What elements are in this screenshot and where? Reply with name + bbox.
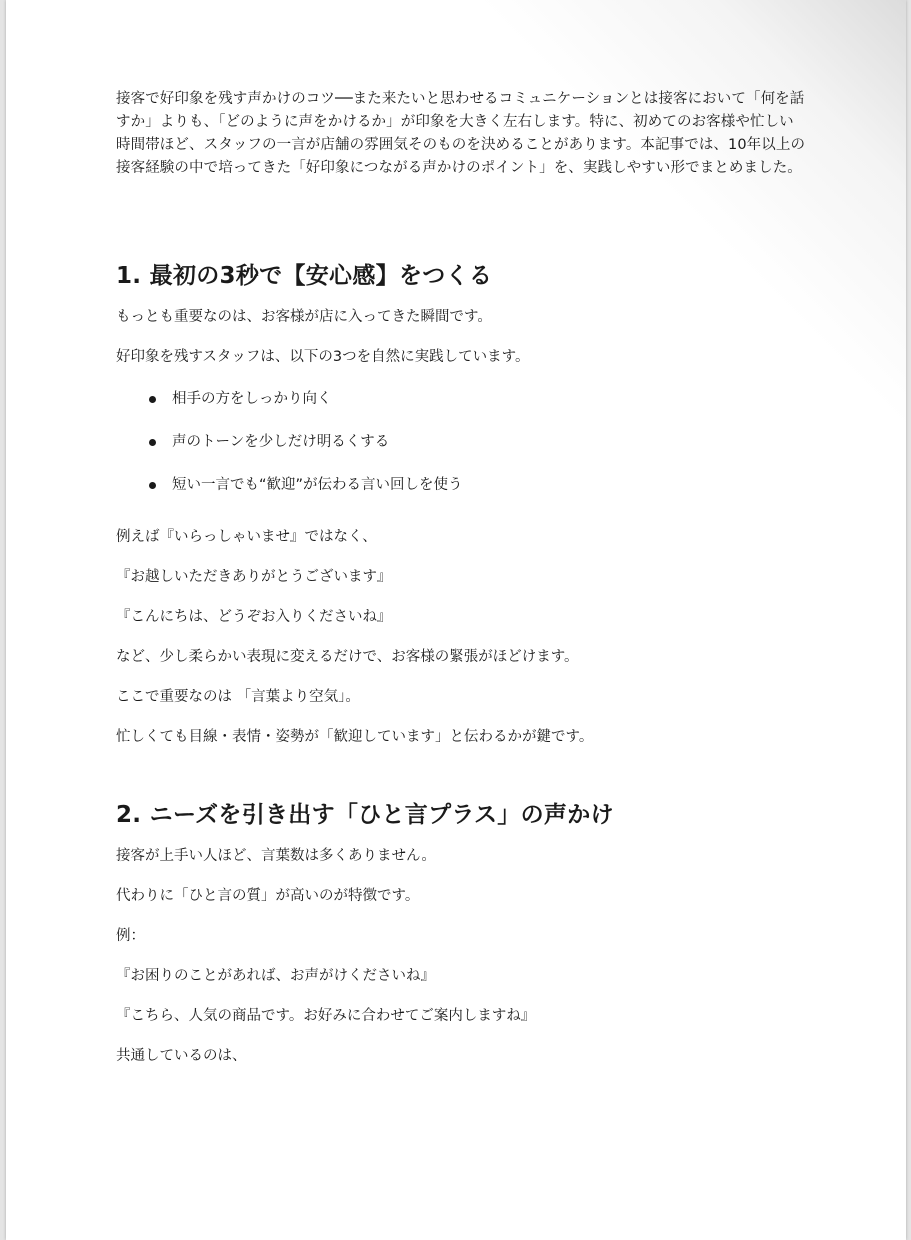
bullet-icon: [149, 396, 156, 403]
section-1-paragraph: 『こんにちは、どうぞお入りくださいね』: [116, 609, 392, 625]
document-body: [116, 88, 806, 1066]
section-2-paragraph: 『こちら、人気の商品です。お好みに合わせてご案内しますね』: [116, 1008, 536, 1024]
section-2-heading: 2. ニーズを引き出す「ひと言プラス」の声かけ: [116, 802, 614, 828]
bullet-item: [116, 389, 806, 409]
section-1-paragraph: 『お越しいただきありがとうございます』: [116, 569, 392, 585]
section-2-paragraph: 例：: [116, 928, 145, 944]
section-2-paragraph: 『お困りのことがあれば、お声がけくださいね』: [116, 968, 435, 984]
section-1-paragraph: ここで重要なのは 「言葉より空気」。: [116, 689, 360, 705]
document-page: [6, 0, 906, 1240]
section-2-paragraph: 接客が上手い人ほど、言葉数は多くありません。: [116, 848, 436, 864]
section-2-paragraph: 代わりに「ひと言の質」が高いのが特徴です。: [116, 888, 420, 904]
section-1-paragraph: 例えば『いらっしゃいませ』ではなく、: [116, 529, 377, 545]
section-1-paragraph: など、少し柔らかい表現に変えるだけで、お客様の緊張がほどけます。: [116, 649, 579, 665]
bullet-item: [116, 475, 806, 495]
bullet-icon: [149, 439, 156, 446]
bullet-text: 相手の方をしっかり向く: [172, 391, 332, 407]
intro-paragraph: 接客で好印象を残す声かけのコツ──また来たいと思わせるコミュニケーションとは接客において「何を話すか」よりも、「どのように声をかけるか」が印象を大きく左右します。特に、初めてのお客様や忙しい時間帯ほど、スタッフの一言が店舗の雰囲気そのものを決めることがあります。本記事では、10年以上の接客経験の中で培ってきた「好印象につながる声かけのポイント」を、実践しやすい形でまとめました。: [116, 91, 806, 176]
bullet-text: 短い一言でも“歓迎”が伝わる言い回しを使う: [172, 477, 463, 493]
section-1-paragraph: もっとも重要なのは、お客様が店に入ってきた瞬間です。: [116, 309, 492, 325]
bullet-text: 声のトーンを少しだけ明るくする: [172, 434, 390, 450]
section-1-paragraph: 忙しくても目線・表情・姿勢が「歓迎しています」と伝わるかが鍵です。: [116, 729, 594, 745]
section-2-paragraph: 共通しているのは、: [116, 1048, 247, 1064]
bullet-list: [116, 389, 806, 495]
section-1-heading: 1. 最初の3秒で【安心感】をつくる: [116, 263, 493, 289]
bullet-icon: [149, 482, 156, 489]
section-1-paragraph: 好印象を残すスタッフは、以下の3つを自然に実践しています。: [116, 349, 530, 365]
bullet-item: [116, 432, 806, 452]
